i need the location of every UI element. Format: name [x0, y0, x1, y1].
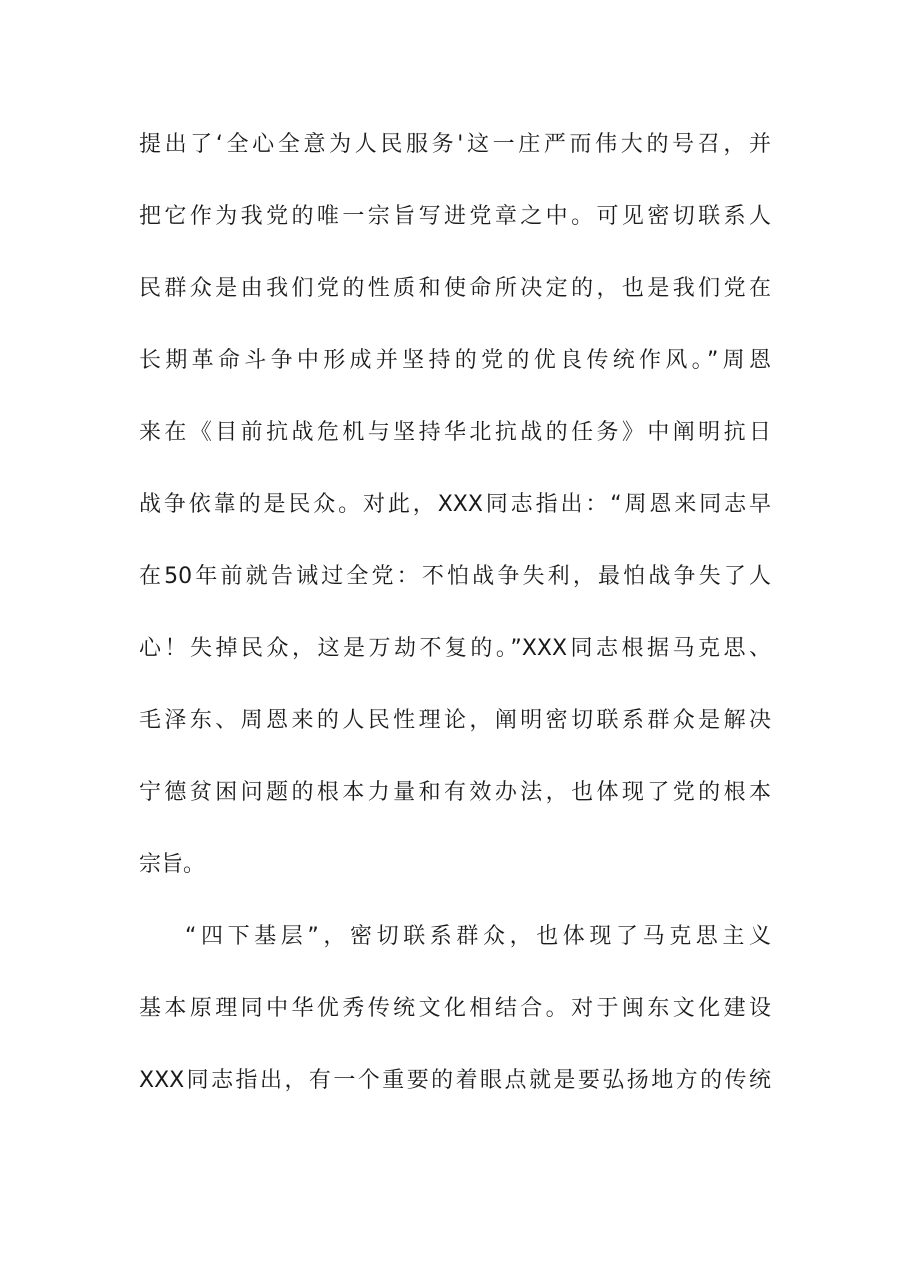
- text-line: 长期革命斗争中形成并坚持的党的优良传统作风。”周恩: [139, 348, 771, 373]
- text-line: 基本原理同中华优秀传统文化相结合。对于闽东文化建设: [139, 996, 771, 1021]
- paragraph-first-line: “四下基层”，密切联系群众，也体现了马克思主义: [185, 924, 771, 949]
- text-line: 毛泽东、周恩来的人民性理论，阐明密切联系群众是解决: [139, 708, 771, 733]
- text-line: 战争依靠的是民众。对此，XXX同志指出：“周恩来同志早: [139, 492, 771, 517]
- text-line: 来在《目前抗战危机与坚持华北抗战的任务》中阐明抗日: [139, 420, 771, 445]
- text-line: 提出了‘全心全意为人民服务'这一庄严而伟大的号召，并: [139, 132, 771, 157]
- text-line: 民群众是由我们党的性质和使命所决定的，也是我们党在: [139, 276, 771, 301]
- text-line: 心！失掉民众，这是万劫不复的。”XXX同志根据马克思、: [139, 636, 771, 661]
- text-line: 把它作为我党的唯一宗旨写进党章之中。可见密切联系人: [139, 204, 771, 229]
- text-line: 宁德贫困问题的根本力量和有效办法，也体现了党的根本: [139, 780, 771, 805]
- text-line: XXX同志指出，有一个重要的着眼点就是要弘扬地方的传统: [139, 1068, 771, 1093]
- text-line: 宗旨。: [139, 852, 206, 877]
- text-line: 在50年前就告诫过全党：不怕战争失利，最怕战争失了人: [139, 564, 771, 589]
